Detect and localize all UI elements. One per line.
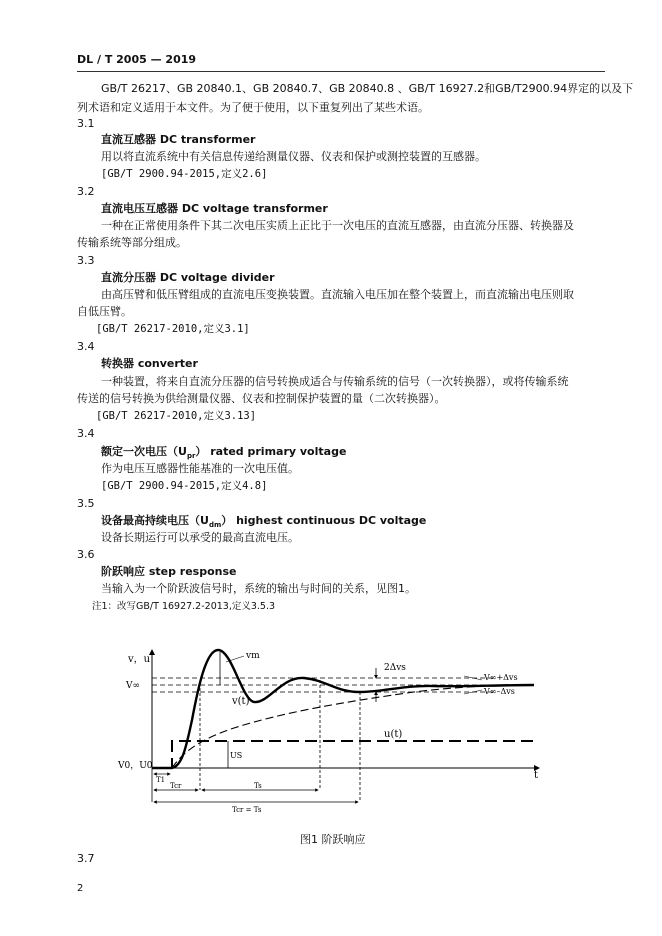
v-t-curve — [152, 650, 534, 768]
next-section-number: 3.7 — [77, 852, 95, 865]
term-definition: 作为电压互感器性能基准的一次电压值。 — [101, 462, 299, 475]
term-number: 3.1 — [77, 117, 95, 130]
term-title: 直流电压互感器 DC voltage transformer — [101, 202, 328, 215]
step-response-figure — [114, 640, 564, 830]
term-title: 设备最高持续电压$(U_{dm})$ highest continuous DC voltage — [101, 514, 427, 530]
page-number: 2 — [77, 883, 84, 894]
term-reference: [GB/T 26217-2010,定义3.1] — [96, 323, 250, 335]
delta-label: 2Δvs — [384, 663, 406, 673]
term-reference: [GB/T 2900.94-2015,定义2.6] — [101, 168, 268, 180]
intro-line-1: GB/T 26217、GB 20840.1、GB 20840.7、GB 20840.8 、GB/T 16927.2和GB/T2900.94界定的以及下 — [101, 82, 634, 95]
us-label: US — [230, 751, 243, 760]
term-title: 额定一次电压$(U_{pr})$ rated primary voltage — [101, 445, 347, 461]
term-definition: 一种装置，将来自直流分压器的信号转换成适合与传输系统的信号（一次转换器），或将传输系统 — [101, 375, 569, 388]
v-t-label: v(t) — [232, 696, 250, 707]
term-number: 3.5 — [77, 497, 95, 510]
term-reference: [GB/T 26217-2010,定义3.13] — [96, 410, 257, 422]
vm-label: vm — [246, 651, 260, 661]
lower-band-label: V∞–Δvs — [484, 687, 515, 696]
term-reference: [GB/T 2900.94-2015,定义4.8] — [101, 480, 268, 492]
term-number: 3.3 — [77, 254, 95, 267]
ts-label: Ts — [254, 782, 262, 790]
upper-band-label: V∞+Δvs — [484, 673, 518, 682]
term-title: 阶跃响应 step response — [101, 565, 237, 578]
term-definition: 一种在正常使用条件下其二次电压实质上正比于一次电压的直流互感器，由直流分压器、转换器及 — [101, 219, 574, 232]
term-number: 3.4 — [77, 340, 95, 353]
term-definition: 当输入为一个阶跃波信号时，系统的输出与时间的关系，见图1。 — [101, 582, 416, 595]
term-number: 3.6 — [77, 548, 95, 561]
term-definition: 设备长期运行可以承受的最高直流电压。 — [101, 531, 299, 544]
v-inf-label: V∞ — [126, 681, 140, 691]
term-definition-cont: 传输系统等部分组成。 — [77, 236, 187, 249]
term-definition: 由高压臂和低压臂组成的直流电压变换装置。直流输入电压加在整个装置上，而直流输出电压则取 — [101, 288, 574, 301]
v0-u0-label: V0，U0 — [118, 761, 153, 771]
term-title: 直流分压器 DC voltage divider — [101, 271, 275, 284]
tcr-label: Tcr — [170, 782, 182, 790]
header-rule — [77, 71, 605, 72]
term-title: 直流互感器 DC transformer — [101, 133, 256, 146]
term-number: 3.4 — [77, 427, 95, 440]
u-t-label: u(t) — [384, 729, 403, 740]
intro-line-2: 列术语和定义适用于本文件。为了便于使用，以下重复列出了某些术语。 — [77, 101, 429, 114]
term-title: 转换器 converter — [101, 357, 198, 370]
term-definition-cont: 自低压臂。 — [77, 305, 132, 318]
term-number: 3.2 — [77, 185, 95, 198]
term-definition: 用以将直流系统中有关信息传递给测量仪器、仪表和保护或测控装置的互感器。 — [101, 150, 486, 163]
page-header: DL / T 2005 — 2019 — [77, 53, 197, 66]
tcr-eq-ts-label: Tcr = Ts — [232, 806, 262, 814]
term-definition-cont: 传送的信号转换为供给测量仪器、仪表和控制保护装置的量（二次转换器）。 — [77, 392, 446, 405]
slow-response-curve — [172, 685, 534, 768]
y-axis-label: v，u — [128, 654, 151, 665]
t1-label: T1 — [156, 776, 166, 784]
u-t-step — [152, 741, 534, 768]
note: 注1：改写GB/T 16927.2-2013,定义3.5.3 — [92, 601, 276, 612]
x-axis-label: t — [534, 770, 539, 781]
figure-caption: 图1 阶跃响应 — [300, 833, 366, 846]
